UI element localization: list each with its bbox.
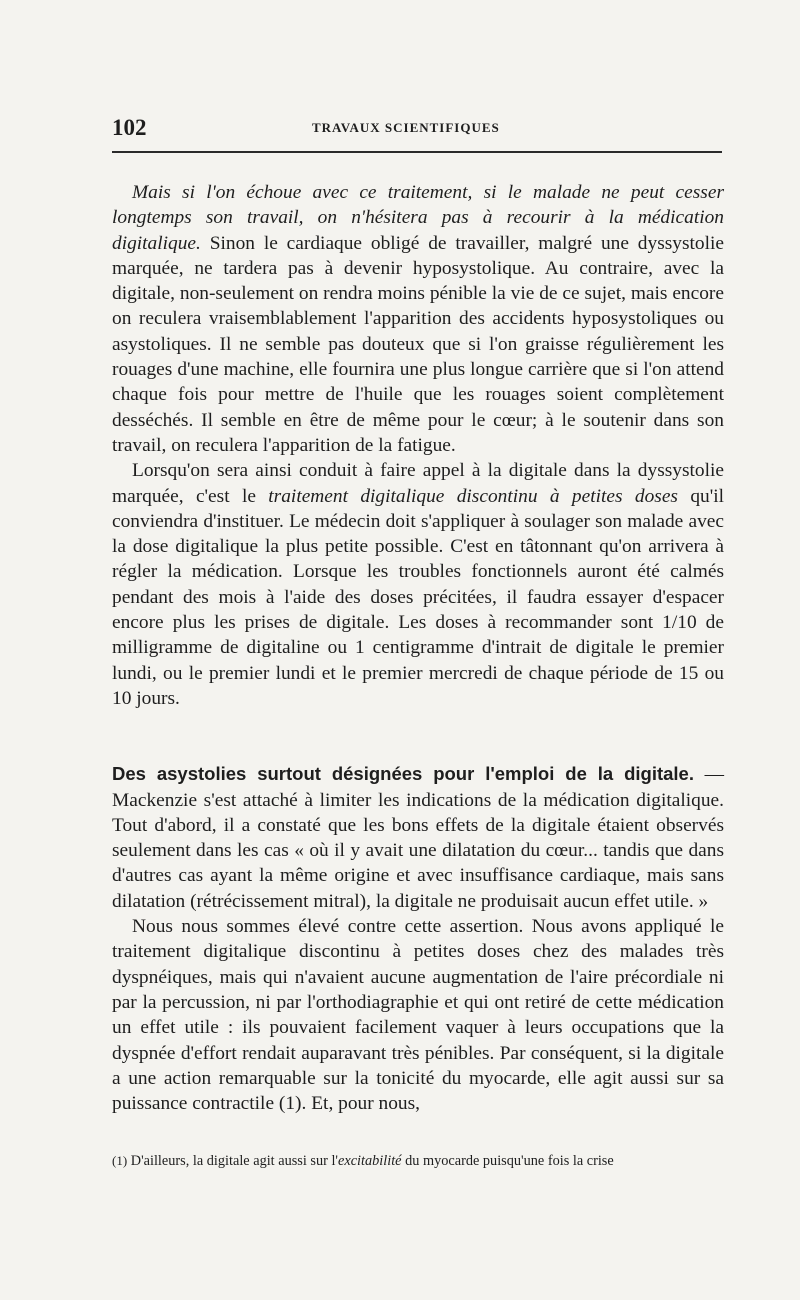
footnote-emphasis: excitabilité bbox=[338, 1153, 402, 1169]
paragraph-4 bbox=[112, 914, 724, 1116]
header-rule bbox=[112, 151, 722, 153]
section-heading: Des asystolies surtout désignées pour l'emploi de la digitale. bbox=[112, 763, 694, 785]
paragraph-2-emphasis: traitement digitalique discontinu à petites doses bbox=[268, 485, 678, 507]
page-header bbox=[112, 112, 722, 152]
paragraph-4-text: Nous nous sommes élevé contre cette assertion. Nous avons appliqué le traitement digitalique discontinu à petites doses chez des malades très dyspnéiques, mais qui n'avaient aucune augmentation de l'aire précordiale ni par la percussion, ni par l'orthodiagraphie et qui ont retiré de cette médication un effet utile : ils pouvaient facilement vaquer à leurs occupations que la dyspnée d'effort rendait auparavant très pénibles. Par conséquent, si la digitale a une action remarquable sur la tonicité du myocarde, elle agit aussi sur sa puissance contractile (1). Et, pour nous, bbox=[112, 916, 724, 1115]
paragraph-3 bbox=[112, 761, 724, 914]
footnote-text-after: du myocarde puisqu'une fois la crise bbox=[401, 1153, 614, 1169]
footnote bbox=[112, 1152, 732, 1170]
paragraph-1-text: Sinon le cardiaque obligé de travailler, malgré une dyssystolie marquée, ne tardera pas à devenir hyposystolique. Au contraire, avec la digitale, non-seulement on rendra moins pénible la vie de ce sujet, mais encore on reculera vraisemblablement l'apparition des accidents hyposystoliques ou asystoliques. Il ne semble pas douteux que si l'on graisse régulièrement les rouages d'une machine, elle fournira une plus longue carrière que si l'on attend chaque fois pour mettre de l'huile que les rouages soient complètement desséchés. Il semble en être de même pour le cœur; à le soutenir dans son travail, on reculera l'apparition de la fatigue. bbox=[112, 232, 724, 456]
paragraph-2-text-before: Lorsqu'on sera ainsi conduit à faire appel à la digitale dans la dyssystolie marquée, c'est le bbox=[112, 460, 724, 507]
footnote-text-before: D'ailleurs, la digitale agit aussi sur l' bbox=[127, 1153, 338, 1169]
paragraph-3-text: — Mackenzie s'est attaché à limiter les indications de la médication digitalique. Tout d'abord, il a constaté que les bons effets de la digitale étaient observés seulement dans les cas « où il y avait une dilatation du cœur... tandis que dans d'autres cas ayant la même origine et avec insuffisance cardiaque, mais sans dilatation (rétrécissement mitral), la digitale ne produisait aucun effet utile. » bbox=[112, 764, 724, 912]
page-number: 102 bbox=[112, 115, 147, 140]
italic-lead: Mais si l'on échoue avec ce traitement, si le malade ne peut cesser longtemps son travail, on n'hésitera pas à recourir à la médication digitalique. bbox=[112, 182, 724, 254]
paragraph-2 bbox=[112, 458, 724, 711]
body-text bbox=[112, 180, 724, 1116]
footnote-mark: (1) bbox=[112, 1153, 128, 1168]
running-head: TRAVAUX SCIENTIFIQUES bbox=[312, 120, 500, 135]
paragraph-2-text-after: qu'il conviendra d'instituer. Le médecin doit s'appliquer à soulager son malade avec la dose digitalique la plus petite possible. C'est en tâtonnant qu'on arrivera à régler la médication. Lorsque les troubles fonctionnels auront été calmés pendant des mois à l'aide des doses précitées, il faudra essayer d'espacer encore plus les prises de digitale. Les doses à recommander sont 1/10 de milligramme de digitaline ou 1 centigramme d'intrait de digitale le premier lundi, ou le premier lundi et le premier mercredi de chaque période de 15 ou 10 jours. bbox=[112, 485, 724, 709]
paragraph-1 bbox=[112, 180, 724, 458]
